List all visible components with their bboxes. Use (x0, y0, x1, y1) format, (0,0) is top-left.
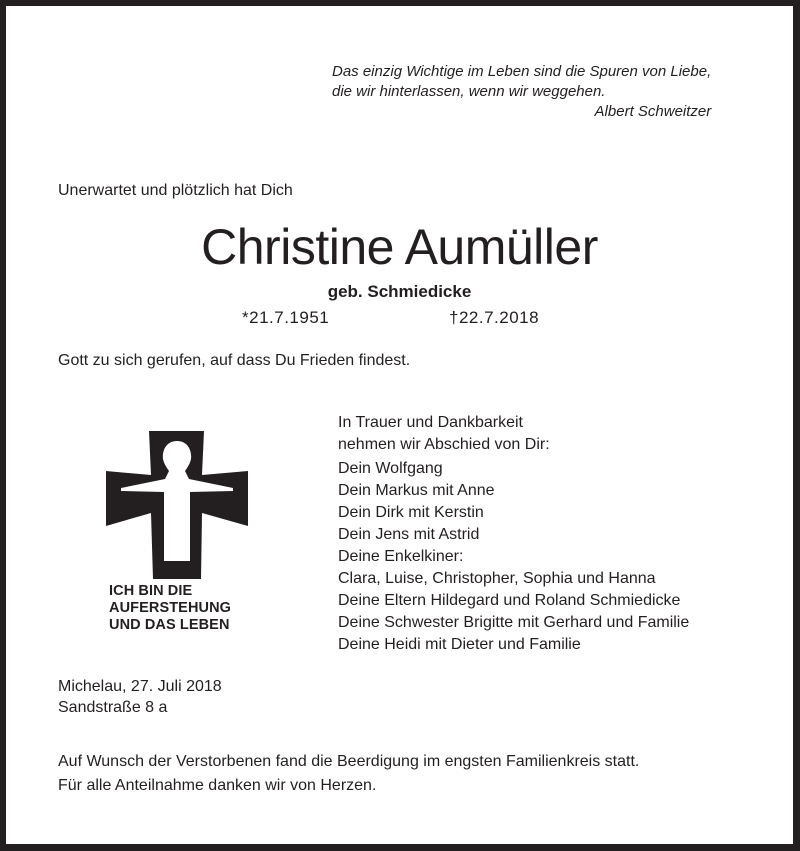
list-item: Clara, Luise, Christopher, Sophia und Hanna (338, 570, 656, 587)
closing-text (58, 750, 639, 798)
list-item: Deine Heidi mit Dieter und Familie (338, 636, 581, 653)
closing-line: Für alle Anteilnahme danken wir von Herzen. (58, 777, 377, 794)
called-text: Gott zu sich gerufen, auf dass Du Frieden findest. (58, 352, 411, 369)
location-date: Michelau, 27. Juli 2018 (58, 678, 222, 695)
emblem-caption-line: UND DAS LEBEN (109, 617, 230, 633)
list-item: Deine Enkelkiner: (338, 548, 464, 565)
quote-line: die wir hinterlassen, wenn wir weggehen. (332, 83, 606, 100)
deceased-name: Christine Aumüller (201, 219, 598, 275)
list-item: Deine Eltern Hildegard und Roland Schmiedicke (338, 592, 681, 609)
obituary-notice (6, 6, 793, 844)
mourners-heading (338, 412, 689, 456)
death-date: †22.7.2018 (449, 308, 540, 327)
list-item: Deine Schwester Brigitte mit Gerhard und Familie (338, 614, 690, 631)
emblem-caption (109, 583, 231, 634)
mourners-list (338, 458, 689, 656)
mourners-block (338, 412, 689, 656)
epigraph-quote (332, 62, 711, 122)
maiden-name: geb. Schmiedicke (327, 282, 472, 301)
closing-line: Auf Wunsch der Verstorbenen fand die Beerdigung im engsten Familienkreis statt. (58, 753, 640, 770)
birth-date: *21.7.1951 (242, 308, 330, 327)
emblem-caption-line: ICH BIN DIE (109, 583, 193, 599)
mourners-heading-line: nehmen wir Abschied von Dir: (338, 436, 550, 453)
address: Sandstraße 8 a (58, 699, 168, 716)
quote-author: Albert Schweitzer (594, 103, 712, 120)
list-item: Dein Dirk mit Kerstin (338, 504, 484, 521)
list-item: Dein Jens mit Astrid (338, 526, 480, 543)
list-item: Dein Markus mit Anne (338, 482, 495, 499)
list-item: Dein Wolfgang (338, 460, 443, 477)
emblem-caption-line: AUFERSTEHUNG (109, 600, 232, 616)
place-and-address (58, 676, 222, 718)
intro-text: Unerwartet und plötzlich hat Dich (58, 182, 293, 199)
cross-with-figure-icon (103, 431, 251, 579)
mourners-heading-line: In Trauer und Dankbarkeit (338, 414, 523, 431)
quote-line: Das einzig Wichtige im Leben sind die Spuren von Liebe, (332, 63, 712, 80)
